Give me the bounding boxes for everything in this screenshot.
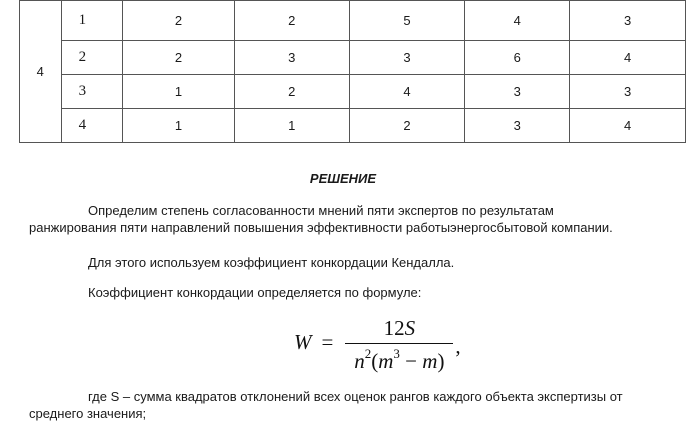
numerator-coefficient: 12	[383, 316, 405, 340]
formula-comma: ,	[455, 334, 461, 358]
rank-cell: 2	[123, 1, 235, 41]
table-row	[20, 75, 686, 109]
rank-cell: 2	[123, 41, 235, 75]
expert-number-cell: 1	[61, 1, 123, 41]
minus-sign: −	[399, 349, 423, 373]
table-row	[20, 1, 686, 41]
open-paren: (	[371, 349, 379, 373]
rank-cell: 4	[349, 75, 465, 109]
expert-number-cell: 4	[61, 109, 123, 143]
denominator-m: m	[378, 349, 394, 373]
rank-cell: 4	[465, 1, 570, 41]
rank-cell: 2	[234, 75, 349, 109]
kendall-formula	[294, 311, 461, 374]
group-number-cell: 4	[20, 1, 62, 143]
rank-cell: 5	[349, 1, 465, 41]
paragraph-line: ранжирования пяти направлений повышения эффективности работыэнергосбытовой компании.	[29, 220, 613, 235]
rank-cell: 4	[570, 41, 686, 75]
formula-fraction	[345, 316, 453, 374]
rank-cell: 3	[349, 41, 465, 75]
expert-number-cell: 2	[61, 41, 123, 75]
rank-cell: 4	[570, 109, 686, 143]
rank-cell: 3	[570, 1, 686, 41]
expert-number-cell: 3	[61, 75, 123, 109]
denominator-m2: m	[422, 349, 438, 373]
denominator-n-exponent: 2	[364, 346, 372, 361]
rank-cell: 3	[465, 75, 570, 109]
paragraph-line: среднего значения;	[29, 406, 147, 421]
paragraph-line: Определим степень согласованности мнений пяти экспертов по результатам	[88, 203, 554, 218]
formula-numerator	[380, 316, 420, 343]
denominator-m-exponent: 3	[393, 346, 400, 361]
table-row	[20, 41, 686, 75]
rank-cell: 2	[349, 109, 465, 143]
paragraph: Коэффициент конкордации определяется по формуле:	[88, 285, 422, 300]
formula-denominator	[354, 344, 444, 374]
section-heading: РЕШЕНИЕ	[309, 171, 377, 186]
close-paren: )	[437, 349, 445, 373]
formula-equals: =	[321, 330, 334, 354]
paragraph: Для этого используем коэффициент конкордации Кендалла.	[88, 255, 455, 270]
rank-cell: 3	[465, 109, 570, 143]
ranking-table	[19, 0, 686, 143]
rank-cell: 1	[123, 109, 235, 143]
rank-cell: 2	[234, 1, 349, 41]
paragraph-line: где S – сумма квадратов отклонений всех оценок рангов каждого объекта экспертизы от	[88, 389, 623, 404]
rank-cell: 1	[123, 75, 235, 109]
table-row	[20, 109, 686, 143]
numerator-variable: S	[404, 316, 416, 340]
formula-lhs: W	[294, 330, 312, 354]
denominator-n: n	[354, 349, 365, 373]
rank-cell: 6	[465, 41, 570, 75]
rank-cell: 1	[234, 109, 349, 143]
rank-cell: 3	[570, 75, 686, 109]
rank-cell: 3	[234, 41, 349, 75]
